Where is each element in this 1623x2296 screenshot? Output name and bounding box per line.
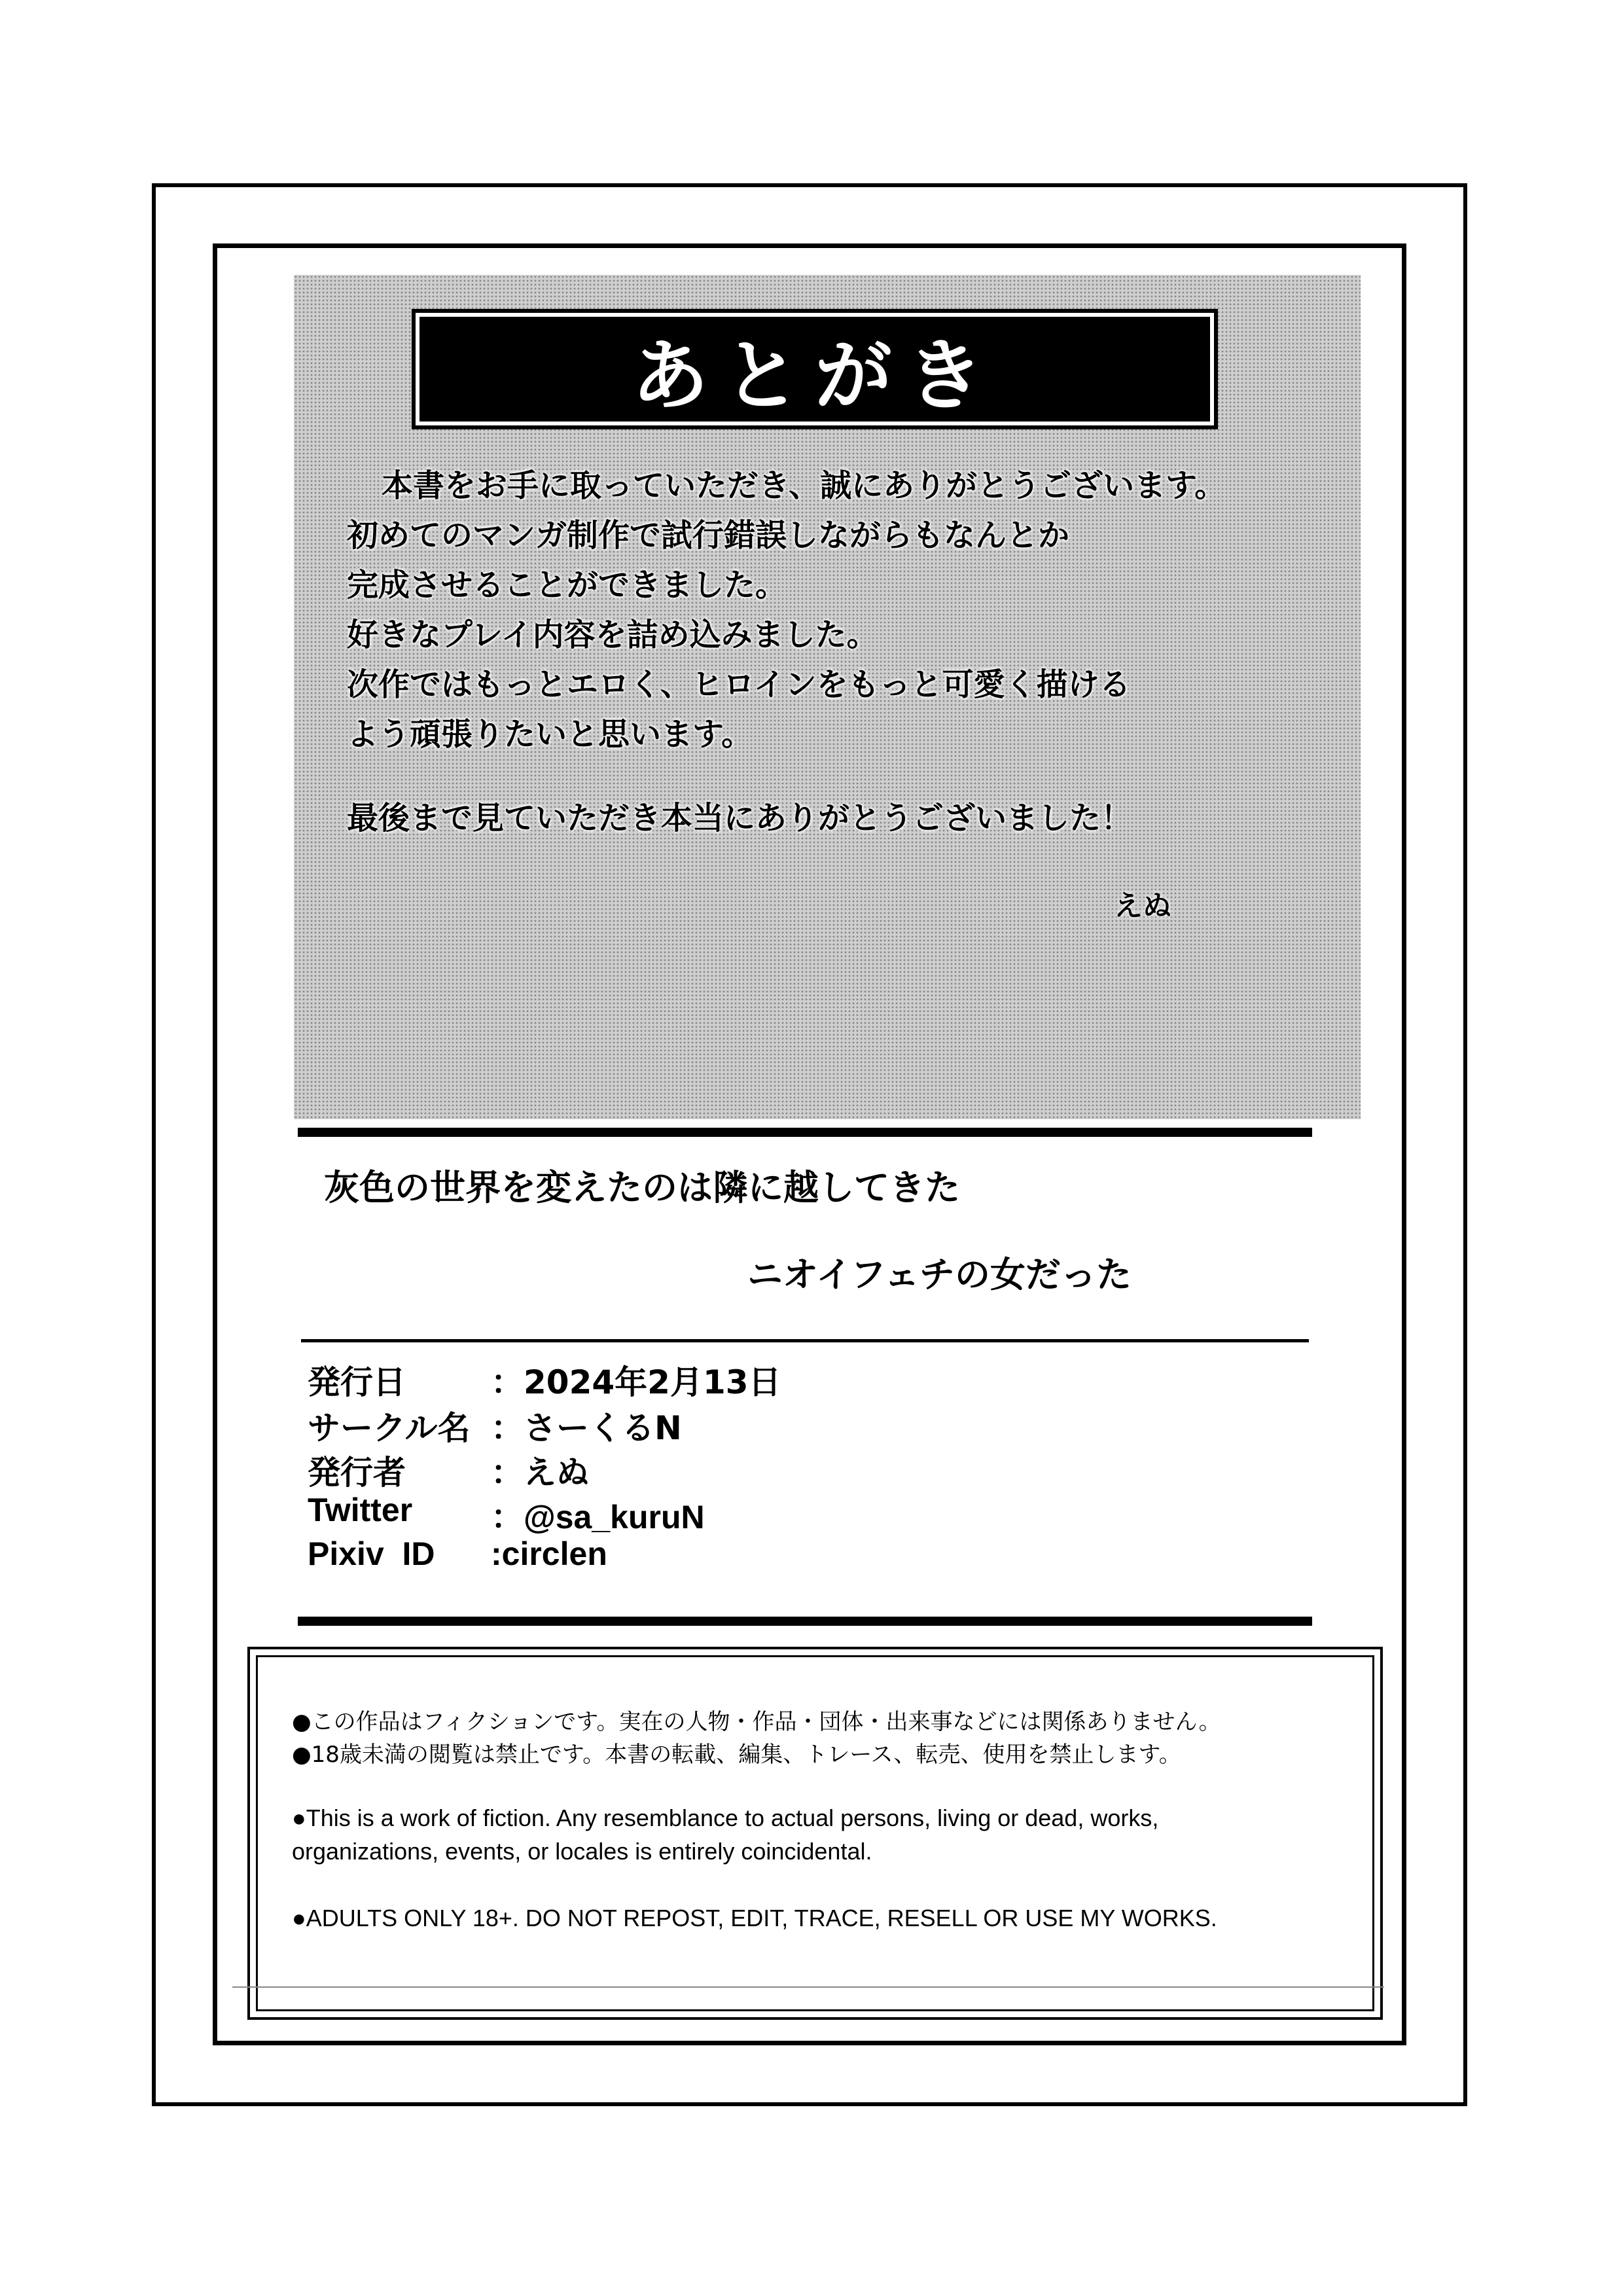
- afterword-heading: あとがき: [631, 330, 998, 421]
- afterword-line: 初めてのマンガ制作で試行錯誤しながらもなんとか: [347, 517, 1070, 554]
- colophon-label: Pixiv ID: [308, 1535, 435, 1572]
- colophon-label: 発行者: [308, 1454, 406, 1492]
- colophon-label: サークル名: [308, 1409, 471, 1447]
- notice-adults-en: ●ADULTS ONLY 18+. DO NOT REPOST, EDIT, TRACE, RESELL OR USE MY WORKS.: [292, 1905, 1217, 1931]
- afterword-line: よう頑張りたいと思います。: [347, 716, 753, 753]
- colophon-row-publisher: [308, 1446, 589, 1494]
- colophon-value: ：えぬ: [491, 1454, 589, 1492]
- colophon-row-pixiv: [308, 1535, 607, 1573]
- colophon-value: ：@sa_kuruN: [491, 1499, 705, 1535]
- colophon-label: 発行日: [308, 1363, 406, 1401]
- colophon-row-twitter: [308, 1491, 705, 1538]
- colophon-label: Twitter: [308, 1492, 413, 1528]
- divider-thick-bottom: [298, 1617, 1312, 1626]
- colophon-value: :circlen: [491, 1535, 607, 1572]
- afterword-line: 本書をお手に取っていただき、誠にありがとうございます。: [382, 467, 1226, 504]
- notice-fiction-en-2: organizations, events, or locales is entirely coincidental.: [292, 1838, 872, 1865]
- afterword-line: 完成させることができました。: [347, 567, 787, 603]
- notice-fiction-en-1: ●This is a work of fiction. Any resemblance to actual persons, living or dead, works,: [292, 1804, 1159, 1831]
- afterword-line: 最後まで見ていただき本当にありがとうございました！: [347, 800, 1133, 836]
- afterword-title-bar: [416, 313, 1214, 425]
- work-title-line-1: 灰色の世界を変えたのは隣に越してきた: [324, 1167, 960, 1208]
- divider-thin: [301, 1339, 1309, 1342]
- afterword-line: 次作ではもっとエロく、ヒロインをもっと可愛く描ける: [347, 666, 1131, 703]
- afterword-line: 好きなプレイ内容を詰め込みました。: [347, 617, 878, 653]
- colophon-row-circle: [308, 1402, 682, 1449]
- notice-fiction-jp: ●この作品はフィクションです。実在の人物・作品・団体・出来事などには関係ありません。: [292, 1709, 1221, 1735]
- afterword-signature: えぬ: [1114, 889, 1171, 923]
- colophon-value: ：さーくるN: [491, 1409, 682, 1447]
- colophon-value: ：2024年2月13日: [491, 1363, 781, 1401]
- afterword-body: [347, 467, 1329, 852]
- colophon-row-date: [308, 1356, 781, 1403]
- notice-age-jp: ●18歳未満の閲覧は禁止です。本書の転載、編集、トレース、転売、使用を禁止します。: [292, 1742, 1181, 1768]
- divider-thick-top: [298, 1128, 1312, 1137]
- footer-guide-line: [232, 1986, 1384, 1988]
- work-title-line-2: ニオイフェチの女だった: [747, 1254, 1132, 1295]
